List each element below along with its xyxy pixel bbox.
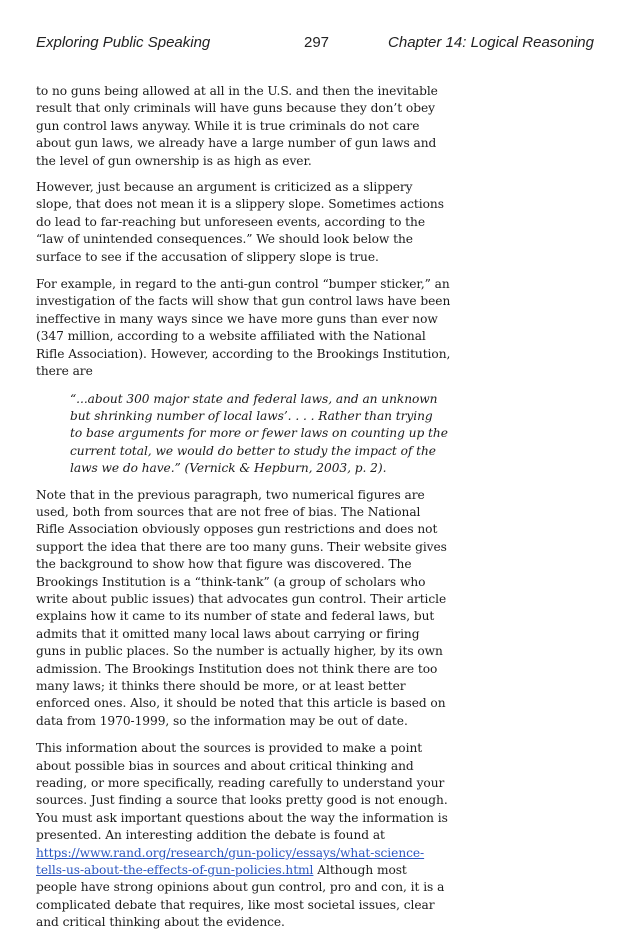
- running-header: [36, 34, 594, 54]
- paragraph-3: For example, in regard to the anti-gun control “bumper sticker,” an investigation of the facts will show that gun control laws have been ineffective in many ways since we have more guns than ever now (347 million, according to a website affiliated with the National Rifle Association). However, according to the Brookings Institution, there are: [36, 277, 451, 379]
- body-text: [36, 83, 451, 942]
- rand-gun-policy-link[interactable]: https://www.rand.org/research/gun-policy/essays/what-science-tells-us-about-the-effects-of-gun-policies.html: [36, 845, 425, 878]
- paragraph-4: Note that in the previous paragraph, two numerical figures are used, both from sources that are not free of bias. The National Rifle Association obviously opposes gun restrictions and does not support the idea that there are too many guns. Their website gives the background to show how that figure was discovered. The Brookings Institution is a “think-tank” (a group of scholars who write about public issues) that advocates gun control. Their article explains how it came to its number of state and federal laws, but admits that it omitted many local laws about carrying or firing guns in public places. So the number is actually higher, by its own admission. The Brookings Institution does not think there are too many laws; it thinks there should be more, or at least better enforced ones. Also, it should be noted that this article is based on data from 1970-1999, so the information may be out of date.: [36, 487, 447, 728]
- page-number: 297: [304, 34, 330, 51]
- paragraph-5-text-after: Although most people have strong opinions about gun control, pro and con, it is a complicated debate that requires, like most societal issues, clear and critical thinking about the evidence.: [36, 863, 445, 930]
- paragraph-2: However, just because an argument is criticized as a slippery slope, that does not mean it is a slippery slope. Sometimes actions do lead to far-reaching but unforeseen events, according to the “law of unintended consequences.” We should look below the surface to see if the accusation of slippery slope is true.: [36, 180, 444, 264]
- paragraph-1: to no guns being allowed at all in the U.S. and then the inevitable result that only criminals will have guns because they don’t obey gun control laws anyway. While it is true criminals do not care about gun laws, we already have a large number of gun laws and the level of gun ownership is as high as ever.: [36, 84, 438, 168]
- block-quote: “...about 300 major state and federal laws, and an unknown but shrinking number of local laws’. . . . Rather than trying to base arguments for more or fewer laws on counting up the current total, we would do better to study the impact of the laws we do have.” (Vernick & Hepburn, 2003, p. 2).: [70, 391, 448, 476]
- book-title: Exploring Public Speaking: [36, 34, 211, 51]
- paragraph-5-text-before: This information about the sources is provided to make a point about possible bias in sources and about critical thinking and reading, or more specifically, reading carefully to understand your sources. Just finding a source that looks pretty good is not enough. You must ask important questions about the way the information is presented. An interesting addition the debate is found at: [36, 741, 448, 843]
- paragraph-5: [36, 740, 451, 931]
- chapter-title: Chapter 14: Logical Reasoning: [388, 34, 594, 51]
